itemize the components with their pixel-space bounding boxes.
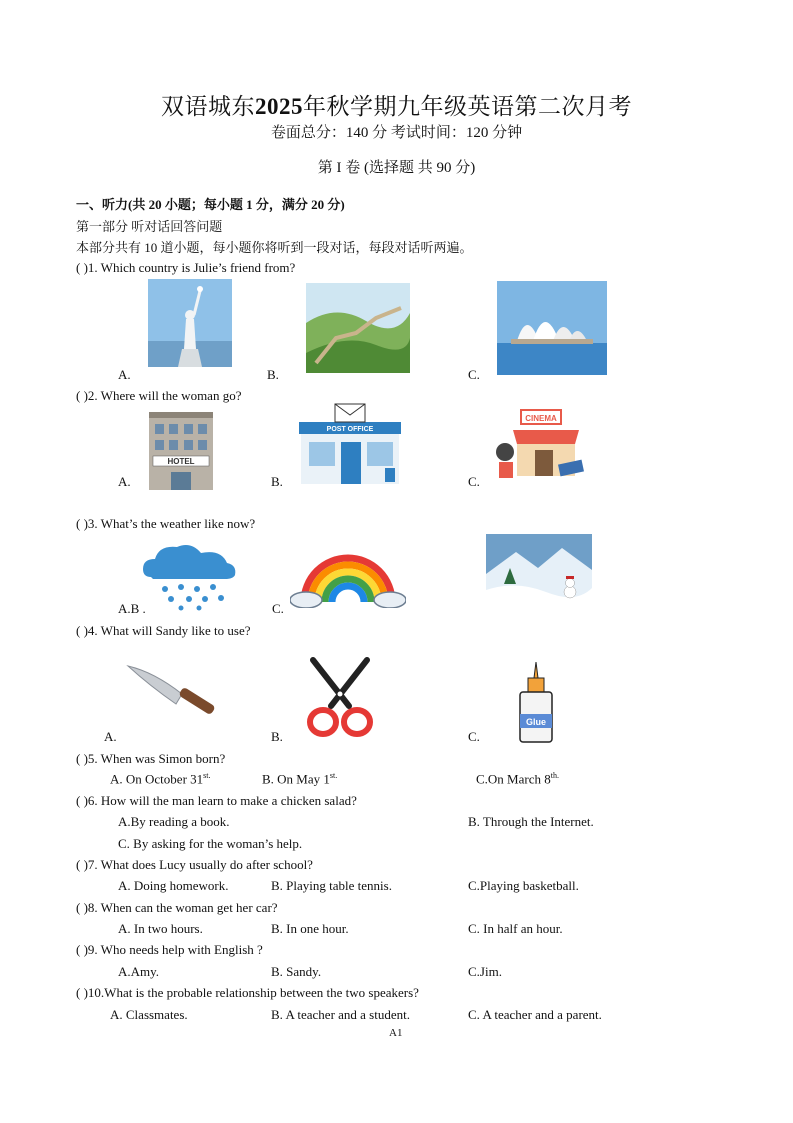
glue-label-text: Glue (525, 717, 547, 727)
q10-option-c[interactable]: C. A teacher and a parent. (468, 1007, 602, 1022)
q3-option-ab[interactable]: A.B . (118, 601, 146, 616)
q10-option-a[interactable]: A. Classmates. (110, 1007, 188, 1022)
question-8: ( )8. When can the woman get her car? (76, 900, 278, 915)
q9-option-a[interactable]: A.Amy. (118, 964, 160, 979)
exam-title: 双语城东2025年秋学期九年级英语第二次月考 (161, 94, 632, 119)
q1-option-a[interactable]: A. (118, 367, 131, 382)
post-office-image (297, 400, 403, 486)
question-3: ( )3. What’s the weather like now? (76, 516, 256, 531)
q2-option-a[interactable]: A. (118, 474, 131, 489)
hotel-image (141, 410, 221, 490)
q9-option-c[interactable]: C.Jim. (468, 964, 502, 979)
q4-option-c[interactable]: C. (468, 729, 480, 744)
q7-option-a[interactable]: A. Doing homework. (118, 878, 229, 893)
question-6: ( )6. How will the man learn to make a chicken salad? (76, 793, 357, 808)
q8-option-a[interactable]: A. In two hours. (118, 921, 203, 936)
question-2: ( )2. Where will the woman go? (76, 388, 242, 403)
cinema-image (495, 408, 587, 480)
section-heading: 一、听力(共 20 小题；每小题 1 分，满分 20 分) (76, 197, 345, 212)
statue-of-liberty-image (148, 279, 232, 367)
question-9: ( )9. Who needs help with English ? (76, 942, 263, 957)
q3-option-c[interactable]: C. (272, 601, 284, 616)
rainbow-icon (290, 544, 406, 608)
q5-option-c[interactable]: C.On March $8^{th.}$ (476, 771, 559, 787)
sydney-opera-house-image (497, 281, 607, 375)
snowy-scene-image (486, 534, 592, 610)
knife-icon (124, 662, 220, 728)
q8-option-c[interactable]: C. In half an hour. (468, 921, 563, 936)
rain-cloud-icon (141, 541, 237, 611)
question-5: ( )5. When was Simon born? (76, 751, 226, 766)
glue-bottle-icon (514, 660, 558, 744)
scissors-icon (303, 656, 377, 740)
q4-option-a[interactable]: A. (104, 729, 117, 744)
q6-option-c[interactable]: C. By asking for the woman’s help. (118, 836, 303, 851)
q2-option-c[interactable]: C. (468, 474, 480, 489)
q2-option-b[interactable]: B. (271, 474, 283, 489)
q5-option-b[interactable]: B. On May $1^{st.}$ (262, 771, 338, 787)
question-4: ( )4. What will Sandy like to use? (76, 623, 251, 638)
page-number: A1 (389, 1027, 403, 1039)
great-wall-image (306, 283, 410, 373)
q7-option-b[interactable]: B. Playing table tennis. (271, 878, 392, 893)
q5-option-a[interactable]: A. On October $31^{st.}$ (110, 771, 211, 787)
q8-option-b[interactable]: B. In one hour. (271, 921, 349, 936)
q6-option-a[interactable]: A.By reading a book. (118, 814, 230, 829)
q10-option-b[interactable]: B. A teacher and a student. (271, 1007, 410, 1022)
instruction: 本部分共有 10 道小题，每小题你将听到一段对话，每段对话听两遍。 (76, 240, 473, 255)
question-1: ( )1. Which country is Julie’s friend from? (76, 260, 296, 275)
q4-option-b[interactable]: B. (271, 729, 283, 744)
q7-option-c[interactable]: C.Playing basketball. (468, 878, 579, 893)
q1-option-b[interactable]: B. (267, 367, 279, 382)
q9-option-b[interactable]: B. Sandy. (271, 964, 322, 979)
question-10: ( )10.What is the probable relationship between the two speakers? (76, 985, 419, 1000)
q1-option-c[interactable]: C. (468, 367, 480, 382)
exam-subtitle: 卷面总分：140 分 考试时间：120 分钟 (270, 125, 523, 141)
question-7: ( )7. What does Lucy usually do after school? (76, 857, 313, 872)
hotel-sign-text: HOTEL (167, 457, 195, 466)
cinema-sign-text: CINEMA (525, 414, 557, 423)
sub-heading: 第一部分 听对话回答问题 (76, 219, 223, 234)
q6-option-b[interactable]: B. Through the Internet. (468, 814, 594, 829)
post-office-sign-text: POST OFFICE (326, 426, 374, 433)
part-heading: 第 I 卷 (选择题 共 90 分) (317, 160, 476, 176)
